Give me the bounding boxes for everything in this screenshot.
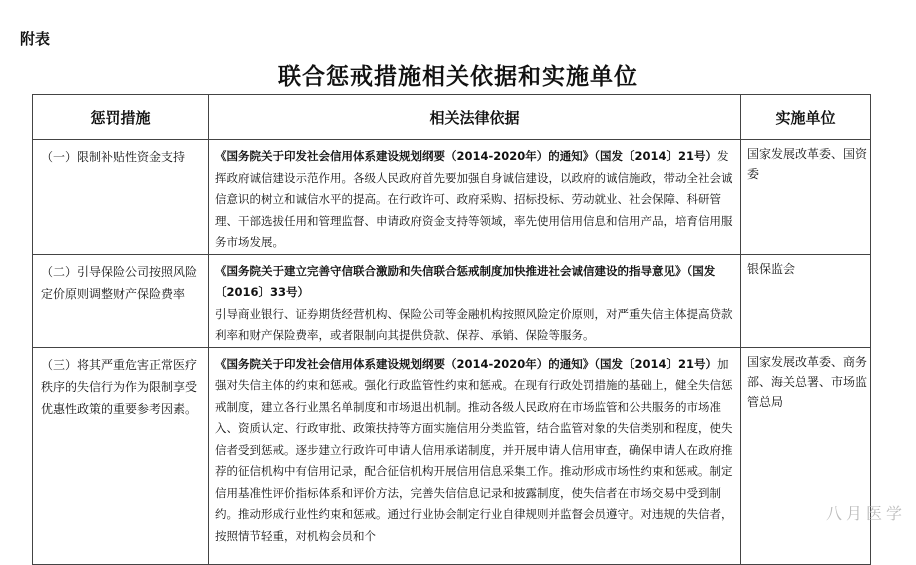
table-header-row — [33, 95, 871, 140]
law-title: 《国务院关于印发社会信用体系建设规划纲要（2014-2020年）的通知》（国发〔2014〕21号） — [215, 149, 718, 163]
measure-cell: （二）引导保险公司按照风险定价原则调整财产保险费率 — [33, 254, 209, 347]
header-basis: 相关法律依据 — [209, 95, 741, 140]
units-cell: 国家发展改革委、国资委 — [741, 140, 871, 255]
basis-cell — [209, 347, 741, 564]
table-row — [33, 254, 871, 347]
header-units: 实施单位 — [741, 95, 871, 140]
measure-cell: （三）将其严重危害正常医疗秩序的失信行为作为限制享受优惠性政策的重要参考因素。 — [33, 347, 209, 564]
law-title: 《国务院关于印发社会信用体系建设规划纲要（2014-2020年）的通知》（国发〔2014〕21号） — [215, 356, 718, 371]
law-text: 加强对失信主体的约束和惩戒。强化行政监管性约束和惩戒。在现有行政处罚措施的基础上，健全失信惩戒制度，建立各行业黑名单制度和市场退出机制。推动各级人民政府在市场监管和公共服务的市场准入、资质认定、行政审批、政策扶持等方面实施信用分类监管，结合监管对象的失信类别和程度，使失信者受到惩戒。逐步建立行政许可申请人信用承诺制度，并开展申请人信用审查，确保申请人在政府推荐的征信机构中有信用记录，配合征信机构开展信用信息采集工作。推动形成市场性约束和惩戒。制定信用基准性评价指标体系和评价方法，完善失信信息记录和披露制度，使失信者在市场交易中受到制约。推动形成行业性约束和惩戒。通过行业协会制定行业自律规则并监督会员遵守。对违规的失信者，按照情节轻重，对机构会员和个 — [215, 356, 733, 543]
law-text: 发挥政府诚信建设示范作用。各级人民政府首先要加强自身诚信建设，以政府的诚信施政，带动全社会诚信意识的树立和诚信水平的提高。在行政许可、政府采购、招标投标、劳动就业、社会保障、科研管理、干部选拔任用和管理监督、申请政府资金支持等领域，率先使用信用信息和信用产品，培育信用服务市场发展。 — [215, 149, 733, 249]
table-row — [33, 347, 871, 564]
units-cell: 国家发展改革委、商务部、海关总署、市场监管总局 — [741, 347, 871, 564]
measures-table — [32, 94, 871, 565]
measure-cell: （一）限制补贴性资金支持 — [33, 140, 209, 255]
header-measure: 惩罚措施 — [33, 95, 209, 140]
basis-cell — [209, 140, 741, 255]
basis-cell — [209, 254, 741, 347]
units-cell: 银保监会 — [741, 254, 871, 347]
watermark: 八月医学 — [825, 504, 906, 523]
page-title: 联合惩戒措施相关依据和实施单位 — [278, 64, 638, 90]
law-text: 引导商业银行、证券期货经营机构、保险公司等金融机构按照风险定价原则，对严重失信主体提高贷款利率和财产保险费率，或者限制向其提供贷款、保荐、承销、保险等服务。 — [215, 306, 733, 342]
law-title: 《国务院关于建立完善守信联合激励和失信联合惩戒制度加快推进社会诚信建设的指导意见》（国发〔2016〕33号） — [215, 263, 716, 299]
annex-label: 附表 — [20, 30, 51, 48]
table-row — [33, 140, 871, 255]
